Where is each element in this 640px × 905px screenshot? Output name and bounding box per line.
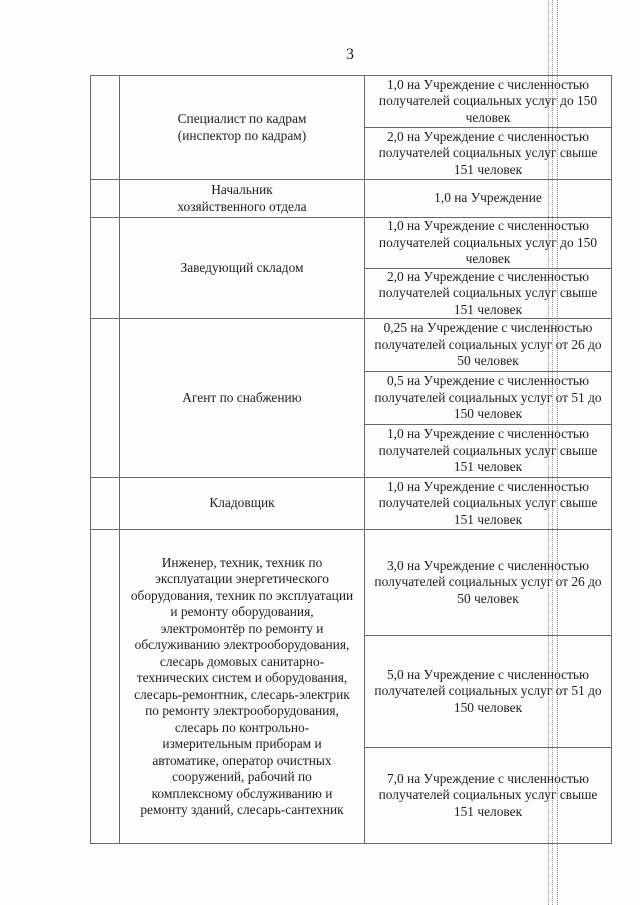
- number-cell: [91, 530, 120, 844]
- table-row: [91, 478, 612, 530]
- norm-cell: 5,0 на Учреждение с численностью получателей социальных услуг от 51 до 150 человек: [365, 636, 612, 748]
- table-row: [91, 319, 612, 372]
- position-cell: [120, 76, 365, 180]
- norm-cell: 3,0 на Учреждение с численностью получателей социальных услуг от 26 до 50 человек: [365, 530, 612, 636]
- norm-cell: 7,0 на Учреждение с численностью получателей социальных услуг свыше 151 человек: [365, 748, 612, 844]
- position-cell: [120, 319, 365, 478]
- norm-cell: 1,0 на Учреждение с численностью получателей социальных услуг свыше 151 человек: [365, 478, 612, 530]
- norm-cell: 0,25 на Учреждение с численностью получателей социальных услуг от 26 до 50 человек: [365, 319, 612, 372]
- number-cell: [91, 319, 120, 478]
- table-row: [91, 530, 612, 636]
- norm-cell: 1,0 на Учреждение с численностью получателей социальных услуг до 150 человек: [365, 76, 612, 128]
- table-row: [91, 76, 612, 128]
- position-name: Специалист по кадрам (инспектор по кадрам): [177, 111, 307, 143]
- position-name: Агент по снабжению: [182, 389, 302, 405]
- norm-cell: 2,0 на Учреждение с численностью получателей социальных услуг свыше 151 человек: [365, 268, 612, 319]
- position-cell: [120, 478, 365, 530]
- norm-cell: 0,5 на Учреждение с численностью получателей социальных услуг от 51 до 150 человек: [365, 372, 612, 425]
- position-name: Кладовщик: [209, 495, 275, 511]
- number-cell: [91, 76, 120, 180]
- norm-cell: 2,0 на Учреждение с численностью получателей социальных услуг свыше 151 человек: [365, 128, 612, 180]
- position-cell: [120, 530, 365, 844]
- norm-cell: 1,0 на Учреждение с численностью получателей социальных услуг до 150 человек: [365, 218, 612, 269]
- position-name: Заведующий складом: [180, 259, 304, 275]
- norm-cell: 1,0 на Учреждение с численностью получателей социальных услуг свыше 151 человек: [365, 425, 612, 478]
- position-cell: [120, 180, 365, 218]
- position-cell: [120, 218, 365, 319]
- norm-cell: 1,0 на Учреждение: [365, 180, 612, 218]
- staffing-table: [90, 75, 612, 844]
- number-cell: [91, 478, 120, 530]
- table-row: [91, 218, 612, 269]
- number-cell: [91, 180, 120, 218]
- number-cell: [91, 218, 120, 319]
- table-row: [91, 180, 612, 218]
- position-name: Инженер, техник, техник по эксплуатации энергетического оборудования, техник по эксплуатации и ремонту оборудования, электромонтёр по ремонту и обслуживанию электрооборудования, слесарь домовых санитарно-технических систем и оборудования, слесарь-ремонтник, слесарь-электрик по ремонту электрооборудования, слесарь по контрольно-измерительным приборам и автоматике, оператор очистных сооружений, рабочий по комплексному обслуживанию и ремонту зданий, слесарь-сантехник: [130, 554, 354, 817]
- position-name: Начальник хозяйственного отдела: [177, 182, 307, 214]
- page-number: 3: [346, 46, 354, 63]
